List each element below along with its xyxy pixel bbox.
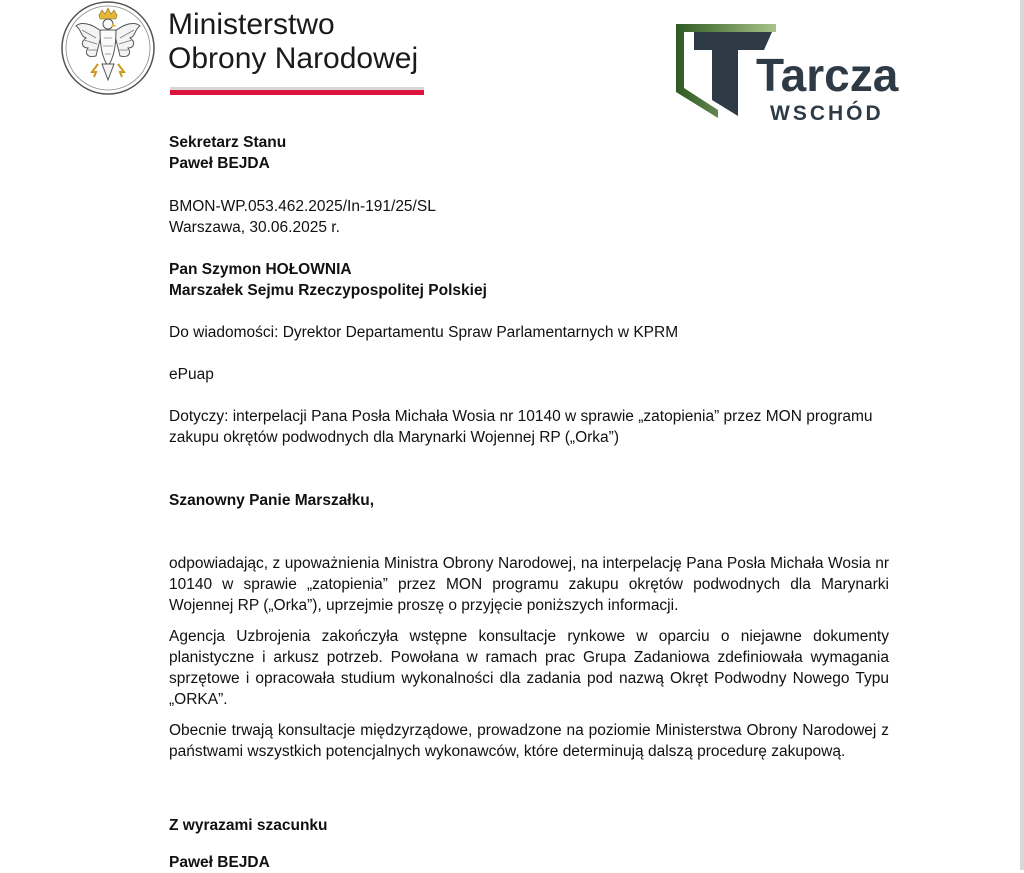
flag-red-stripe: [170, 90, 424, 95]
cc-line: Do wiadomości: Dyrektor Departamentu Spraw Parlamentarnych w KPRM: [169, 324, 679, 341]
sender-name: Paweł BEJDA: [169, 155, 270, 172]
reference-block: [169, 196, 889, 238]
tarcza-wschod-logo: [672, 20, 912, 130]
delivery-method: ePuap: [169, 366, 214, 383]
tarcza-word: Tarcza: [756, 49, 899, 101]
body-paragraph-1: odpowiadając, z upoważnienia Ministra Obrony Narodowej, na interpelację Pana Posła Michała Wosia nr 10140 w sprawie „zatopienia” przez MON programu zakupu okrętów podwodnych dla Marynarki Wojennej RP („Orka”), uprzejmie proszę o przyjęcie poniższych informacji.: [169, 555, 889, 614]
white-eagle-emblem-icon: [60, 0, 160, 100]
wschod-word: WSCHÓD: [770, 102, 884, 125]
page-edge: [1020, 0, 1024, 870]
polish-flag-bar: [170, 87, 424, 95]
ministry-name-line1: Ministerstwo: [168, 8, 335, 41]
signature-name: Paweł BEJDA: [169, 854, 270, 871]
subject-line2: zakupu okrętów podwodnych dla Marynarki Wojennej RP („Orka”): [169, 429, 619, 446]
ministry-name-line2: Obrony Narodowej: [168, 42, 419, 75]
sender-block: [169, 132, 889, 174]
closing: Z wyrazami szacunku: [169, 817, 328, 834]
sender-title: Sekretarz Stanu: [169, 134, 287, 151]
recipient-name: Pan Szymon HOŁOWNIA: [169, 261, 352, 278]
ministry-name: [168, 8, 418, 76]
ministry-logo: [60, 0, 440, 104]
place-date: Warszawa, 30.06.2025 r.: [169, 219, 340, 236]
reference-number: BMON-WP.053.462.2025/In-191/25/SL: [169, 198, 436, 215]
subject-line1: Dotyczy: interpelacji Pana Posła Michała Wosia nr 10140 w sprawie „zatopienia” przez MON programu: [169, 408, 873, 425]
recipient-block: [169, 259, 889, 301]
subject-block: [169, 406, 889, 448]
body-paragraph-2: Agencja Uzbrojenia zakończyła wstępne konsultacje rynkowe w oparciu o niejawne dokumenty planistyczne i arkusz potrzeb. Powołana w ramach prac Grupa Zadaniowa zdefiniowała wymagania sprzętowe i opracowała studium wykonalności dla zadania pod nazwą Okręt Podwodny Nowego Typu „ORKA”.: [169, 628, 889, 708]
recipient-title: Marszałek Sejmu Rzeczypospolitej Polskiej: [169, 282, 487, 299]
body-paragraph-3: Obecnie trwają konsultacje międzyrządowe, prowadzone na poziomie Ministerstwa Obrony Narodowej z państwami wszystkich potencjalnych wykonawców, które determinują dalszą procedurę zakupową.: [169, 722, 889, 760]
salutation: Szanowny Panie Marszałku,: [169, 492, 375, 509]
